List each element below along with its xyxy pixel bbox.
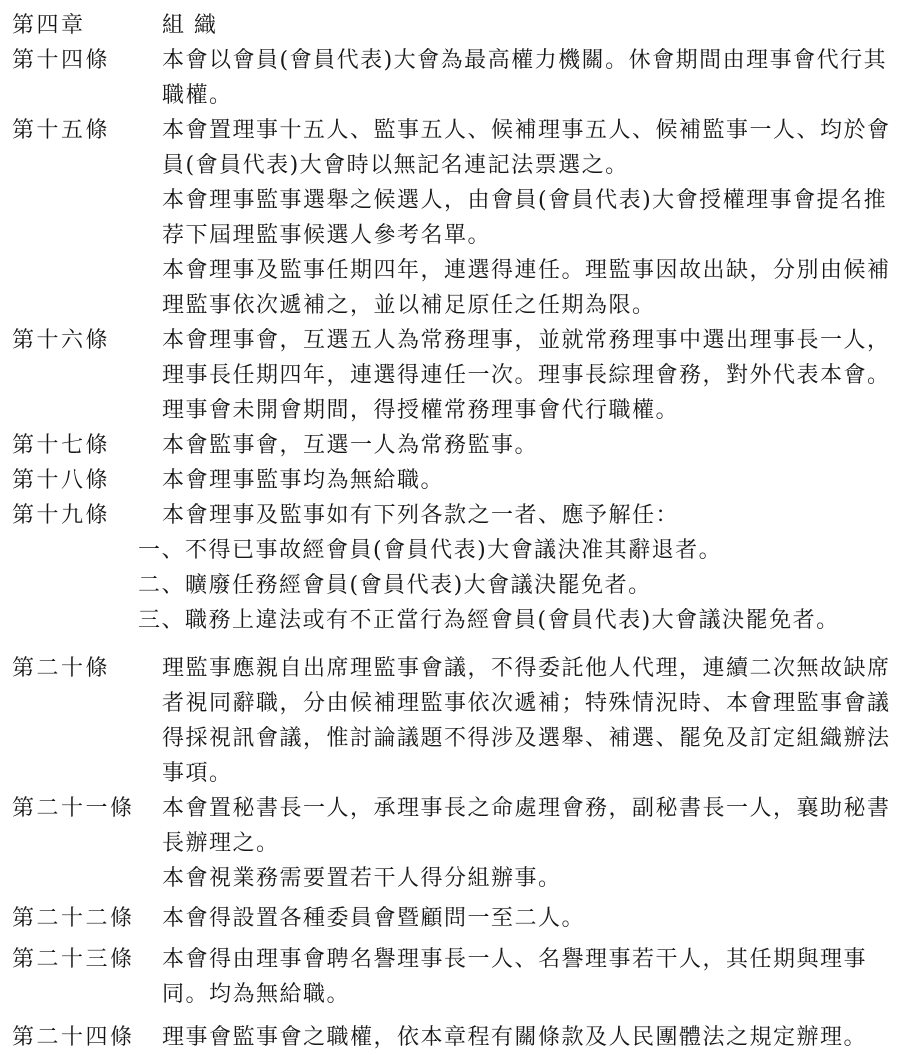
article-body xyxy=(162,323,892,428)
article-body xyxy=(162,428,892,463)
chapter-body xyxy=(162,8,892,43)
article-line: 理監事應親自出席理監事會議，不得委託他人代理，連續二次無故缺席 xyxy=(162,656,891,681)
article-label: 第二十三條 xyxy=(12,947,135,972)
article-line: 荐下屆理監事候選人參考名單。 xyxy=(162,223,492,248)
chapter-number: 第四章 xyxy=(12,13,86,38)
article-line: 本會置秘書長一人，承理事長之命處理會務，副秘書長一人，襄助秘書 xyxy=(162,796,891,821)
article-line: 本會理事會，互選五人為常務理事，並就常務理事中選出理事長一人， xyxy=(162,328,891,353)
article-line: 本會理事監事均為無給職。 xyxy=(162,468,445,493)
article-line: 理事長任期四年，連選得連任一次。理事長綜理會務，對外代表本會。 xyxy=(162,363,891,388)
article-body xyxy=(162,901,892,936)
article-numbered-item: 二、曠廢任務經會員(會員代表)大會議決罷免者。 xyxy=(138,573,652,598)
article-line: 理事會監事會之職權，依本章程有關條款及人民團體法之規定辦理。 xyxy=(162,1025,868,1050)
article-label: 第十九條 xyxy=(12,503,111,528)
article-line: 理事會未開會期間，得授權常務理事會代行職權。 xyxy=(162,398,680,423)
article-21 xyxy=(12,791,892,896)
article-body xyxy=(162,113,892,323)
article-23 xyxy=(12,942,892,1012)
article-body xyxy=(162,1020,892,1055)
article-label: 第十七條 xyxy=(12,433,111,458)
article-body xyxy=(162,463,892,498)
article-numbered-item: 三、職務上違法或有不正當行為經會員(會員代表)大會議決罷免者。 xyxy=(138,608,840,633)
article-24 xyxy=(12,1020,892,1055)
article-label: 第二十一條 xyxy=(12,796,135,821)
article-label: 第十五條 xyxy=(12,118,111,143)
article-line: 本會得由理事會聘名譽理事長一人、名譽理事若干人，其任期與理事 xyxy=(162,947,868,972)
article-line: 者視同辭職，分由候補理監事依次遞補；特殊情況時、本會理監事會議 xyxy=(162,691,891,716)
article-19 xyxy=(12,498,892,638)
article-label: 第十六條 xyxy=(12,328,111,353)
article-line: 本會置理事十五人、監事五人、候補理事五人、候補監事一人、均於會 xyxy=(162,118,891,143)
article-line: 本會監事會，互選一人為常務監事。 xyxy=(162,433,539,458)
article-line: 員(會員代表)大會時以無記名連記法票選之。 xyxy=(162,153,629,178)
article-body xyxy=(138,498,892,638)
article-line: 本會理事及監事任期四年，連選得連任。理監事因故出缺，分別由候補 xyxy=(162,258,891,283)
article-label: 第二十條 xyxy=(12,656,111,681)
chapter-row xyxy=(12,8,892,43)
article-16 xyxy=(12,323,892,428)
article-line: 本會理事監事選舉之候選人，由會員(會員代表)大會授權理事會提名推 xyxy=(162,188,888,213)
article-line: 長辦理之。 xyxy=(162,831,280,856)
chapter-title: 組 織 xyxy=(162,13,218,38)
article-15 xyxy=(12,113,892,323)
article-line: 理監事依次遞補之，並以補足原任之任期為限。 xyxy=(162,293,656,318)
article-20 xyxy=(12,651,892,791)
article-line: 得採視訊會議，惟討論議題不得涉及選舉、補選、罷免及訂定組織辦法 xyxy=(162,726,891,751)
article-17 xyxy=(12,428,892,463)
article-22 xyxy=(12,901,892,936)
article-label: 第十四條 xyxy=(12,48,111,73)
article-18 xyxy=(12,463,892,498)
article-body xyxy=(162,942,892,1012)
article-line: 職權。 xyxy=(162,83,233,108)
article-label: 第二十二條 xyxy=(12,906,135,931)
article-numbered-item: 一、不得已事故經會員(會員代表)大會議決准其辭退者。 xyxy=(138,538,723,563)
article-line: 本會視業務需要置若干人得分組辦事。 xyxy=(162,866,562,891)
article-line: 同。均為無給職。 xyxy=(162,982,351,1007)
article-label: 第二十四條 xyxy=(12,1025,135,1050)
article-line: 本會得設置各種委員會暨顧問一至二人。 xyxy=(162,906,586,931)
article-line: 事項。 xyxy=(162,761,233,786)
article-label: 第十八條 xyxy=(12,468,111,493)
article-body xyxy=(162,791,892,896)
article-body xyxy=(162,43,892,113)
article-14 xyxy=(12,43,892,113)
article-line: 本會以會員(會員代表)大會為最高權力機關。休會期間由理事會代行其 xyxy=(162,48,888,73)
article-body xyxy=(162,651,892,791)
article-line: 本會理事及監事如有下列各款之一者、應予解任： xyxy=(162,503,680,528)
